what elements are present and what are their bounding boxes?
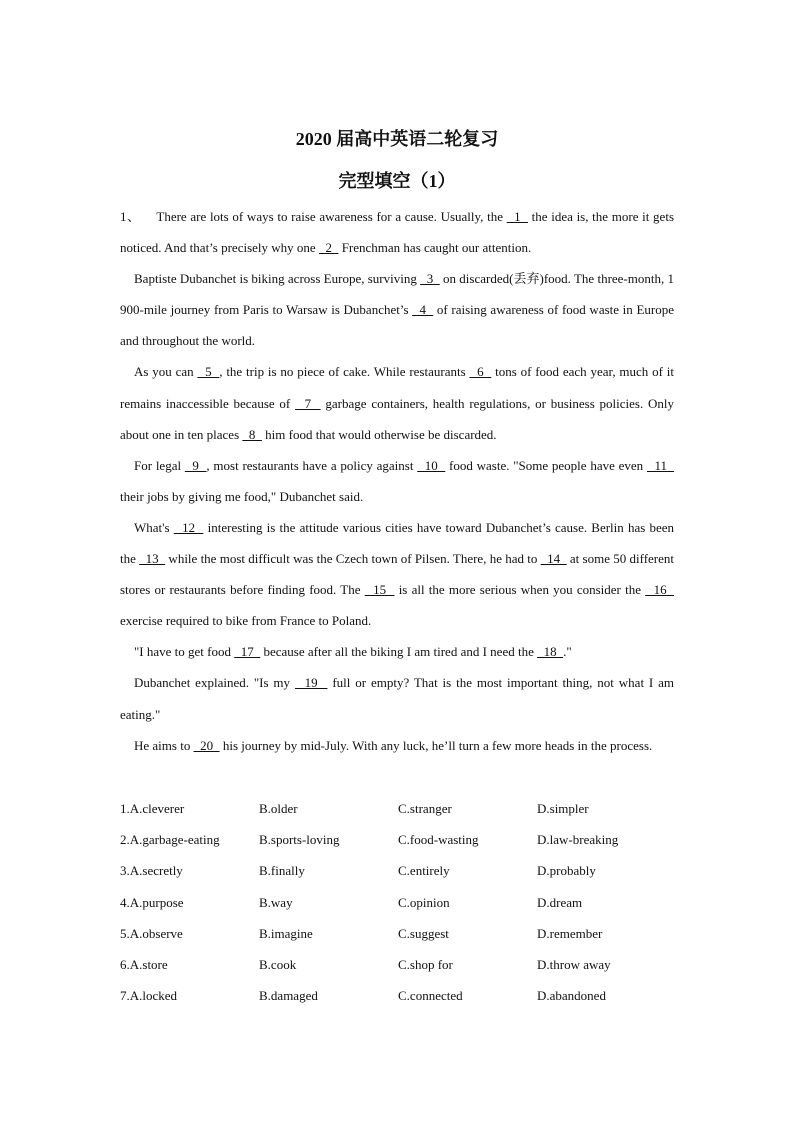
option-choice: D.dream bbox=[537, 894, 583, 910]
passage-paragraph bbox=[120, 356, 674, 449]
option-choice: B.way bbox=[259, 894, 293, 910]
passage-text: of raising awareness of food waste in Europe and throughout the world. bbox=[120, 302, 674, 349]
passage-text: his journey by mid-July. With any luck, he’ll turn a few more heads in the process. bbox=[219, 737, 653, 753]
option-choice: 3.A.secretly bbox=[120, 863, 183, 879]
passage-text: food waste. "Some people have even bbox=[445, 457, 647, 473]
passage-text: is all the more serious when you consider the bbox=[394, 582, 646, 598]
passage-text: , the trip is no piece of cake. While restaurants bbox=[219, 364, 470, 380]
option-choice: D.simpler bbox=[537, 801, 589, 816]
cloze-blank: 5 bbox=[197, 364, 220, 380]
cloze-blank: 8 bbox=[242, 426, 262, 442]
passage-paragraph bbox=[120, 636, 674, 667]
option-choice: C.entirely bbox=[398, 863, 450, 879]
option-row bbox=[120, 887, 680, 918]
passage-text: "I have to get food bbox=[134, 644, 235, 660]
option-choice: 7.A.locked bbox=[120, 988, 178, 1004]
passage-text: their jobs by giving me food," Dubanchet said. bbox=[120, 488, 364, 504]
cloze-blank: 2 bbox=[318, 240, 339, 256]
passage-text: As you can bbox=[134, 364, 198, 380]
cloze-blank: 20 bbox=[193, 737, 220, 753]
passage-paragraph bbox=[120, 512, 674, 636]
cloze-blank: 6 bbox=[469, 364, 492, 380]
passage-paragraph bbox=[120, 263, 674, 356]
passage-text: interesting is the attitude various cities have toward Dubanchet’s cause. Berlin has been the bbox=[120, 519, 674, 567]
cloze-blank: 3 bbox=[420, 271, 440, 287]
option-choice: C.shop for bbox=[398, 956, 453, 972]
passage-text: Baptiste Dubanchet is biking across Europe, surviving bbox=[134, 271, 421, 287]
passage-text: ." bbox=[563, 644, 572, 660]
option-choice: 4.A.purpose bbox=[120, 894, 184, 910]
option-choice: C.stranger bbox=[398, 801, 452, 816]
passage-text: exercise required to bike from France to Poland. bbox=[120, 613, 372, 629]
passage-text: the idea is, the more it gets noticed. And that’s precisely why one bbox=[120, 209, 675, 256]
option-row bbox=[120, 980, 680, 1011]
passage-text: because after all the biking I am tired and I need the bbox=[260, 644, 538, 660]
option-choice: 5.A.observe bbox=[120, 925, 183, 941]
option-choice: D.abandoned bbox=[537, 988, 606, 1004]
passage-text: He aims to bbox=[134, 737, 194, 753]
passage-paragraph bbox=[120, 450, 674, 512]
option-row bbox=[120, 949, 680, 980]
option-choice: C.opinion bbox=[398, 894, 450, 910]
document-title: 2020 届高中英语二轮复习 bbox=[295, 129, 499, 149]
option-row bbox=[120, 855, 680, 886]
passage-text: on discarded(丢弃)food. The three-month, 1 900-mile journey from Paris to Warsaw is Dubanchet’s bbox=[120, 271, 675, 318]
passage-text: For legal bbox=[134, 457, 185, 473]
passage-text: at some 50 different stores or restaurants before finding food. The bbox=[120, 551, 675, 598]
cloze-passage bbox=[120, 201, 674, 761]
passage-text: garbage containers, health regulations, or business policies. Only about one in ten places bbox=[120, 395, 674, 442]
option-choice: B.imagine bbox=[259, 925, 313, 941]
option-choice: B.cook bbox=[259, 956, 297, 972]
option-choice: C.suggest bbox=[398, 925, 449, 941]
option-row bbox=[120, 824, 680, 855]
passage-text: What's bbox=[134, 519, 174, 535]
cloze-blank: 19 bbox=[294, 675, 328, 691]
option-choice: D.throw away bbox=[537, 956, 611, 972]
document-subtitle: 完型填空（1） bbox=[338, 171, 456, 191]
cloze-blank: 7 bbox=[295, 395, 321, 411]
passage-text: Dubanchet explained. "Is my bbox=[134, 675, 295, 691]
option-choice: 1.A.cleverer bbox=[120, 801, 185, 816]
cloze-blank: 1 bbox=[506, 209, 528, 224]
option-row bbox=[120, 793, 680, 824]
passage-paragraph bbox=[120, 667, 674, 729]
cloze-blank: 4 bbox=[412, 302, 434, 318]
cloze-blank: 10 bbox=[417, 457, 446, 473]
cloze-blank: 14 bbox=[540, 551, 567, 567]
option-choice: C.connected bbox=[398, 988, 463, 1004]
option-choice: B.finally bbox=[259, 863, 305, 879]
option-choice: C.food-wasting bbox=[398, 832, 479, 848]
passage-text: while the most difficult was the Czech town of Pilsen. There, he had to bbox=[165, 551, 541, 567]
option-row bbox=[120, 918, 680, 949]
passage-text: There are lots of ways to raise awareness for a cause. Usually, the bbox=[156, 209, 507, 224]
passage-text: tons of food each year, much of it remains inaccessible because of bbox=[120, 364, 675, 411]
option-choice: B.older bbox=[259, 801, 298, 816]
cloze-blank: 9 bbox=[184, 457, 207, 473]
question-number: 1、 bbox=[120, 209, 141, 224]
passage-text: him food that would otherwise be discarded. bbox=[261, 426, 497, 442]
cloze-blank: 13 bbox=[139, 551, 166, 567]
passage-text: Frenchman has caught our attention. bbox=[338, 240, 532, 256]
passage-text: , most restaurants have a policy against bbox=[206, 457, 418, 473]
option-choice: 6.A.store bbox=[120, 956, 168, 972]
cloze-blank: 16 bbox=[645, 582, 675, 598]
answer-options bbox=[120, 793, 680, 1011]
cloze-blank: 17 bbox=[234, 644, 261, 660]
passage-paragraph bbox=[120, 730, 674, 761]
cloze-blank: 15 bbox=[364, 582, 395, 598]
option-choice: D.law-breaking bbox=[537, 832, 619, 848]
option-choice: 2.A.garbage-eating bbox=[120, 832, 220, 848]
passage-paragraph bbox=[120, 201, 674, 263]
cloze-blank: 12 bbox=[173, 519, 204, 535]
cloze-blank: 18 bbox=[537, 644, 564, 660]
cloze-blank: 11 bbox=[646, 457, 674, 473]
passage-text: full or empty? That is the most important thing, not what I am eating." bbox=[120, 675, 675, 722]
option-choice: D.probably bbox=[537, 863, 596, 879]
option-choice: B.damaged bbox=[259, 988, 318, 1004]
option-choice: B.sports-loving bbox=[259, 832, 340, 848]
option-choice: D.remember bbox=[537, 925, 603, 941]
